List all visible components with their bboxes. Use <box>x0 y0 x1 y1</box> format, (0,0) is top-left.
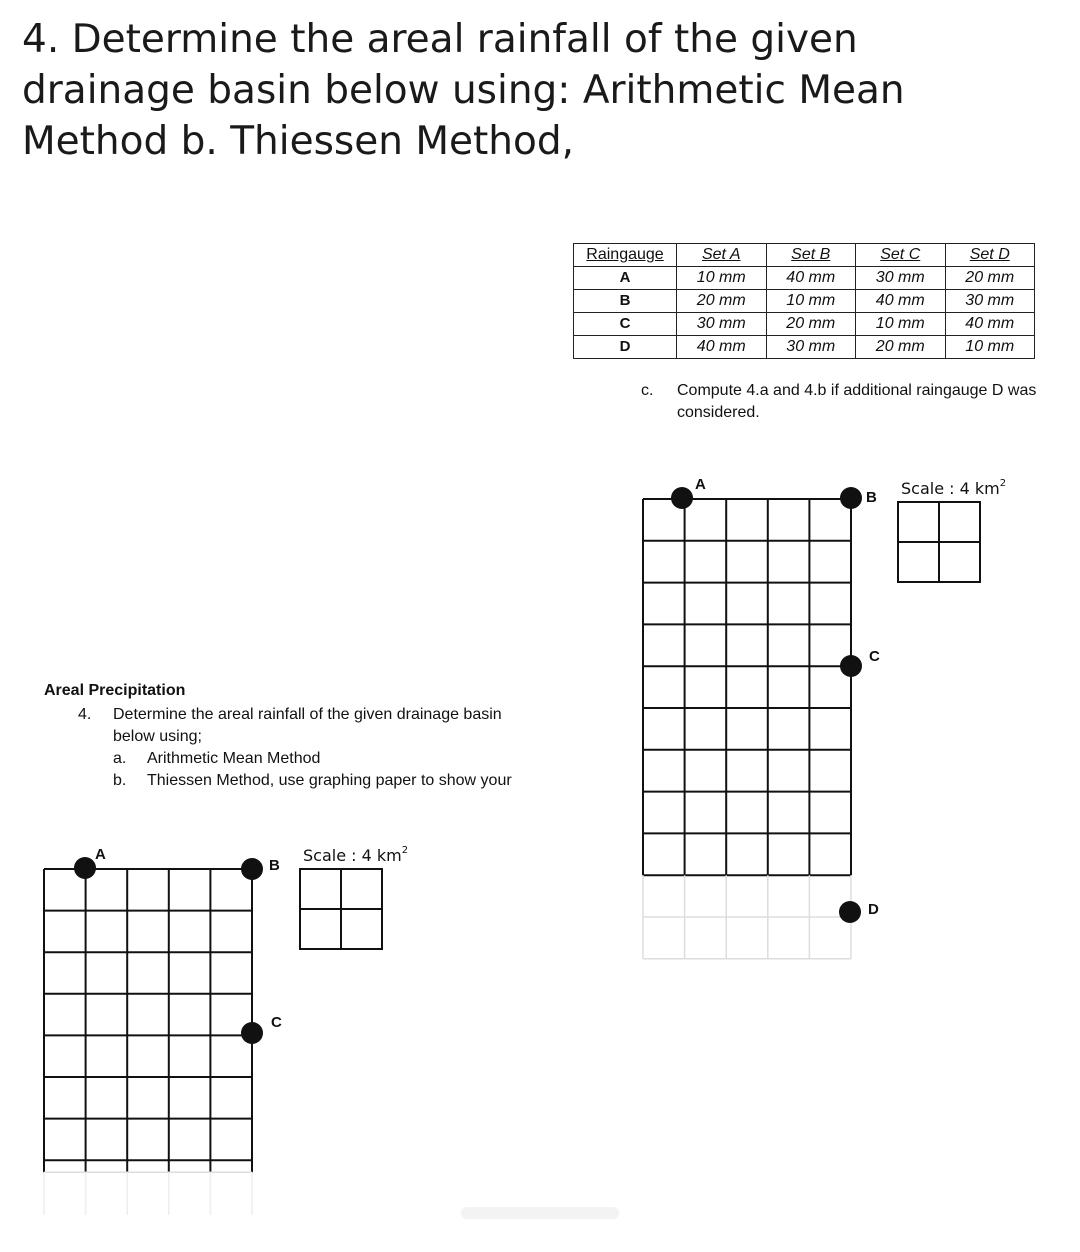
note-c-text: Compute 4.a and 4.b if additional raingauge D was considered. <box>677 382 1037 421</box>
section-heading: Areal Precipitation <box>44 682 186 699</box>
note-c-marker: c. <box>641 382 654 399</box>
gauge-c-point-right <box>840 655 862 677</box>
scale-sup-left: 2 <box>401 845 409 856</box>
value-cell: 10 mm <box>945 336 1035 359</box>
label-b-left: B <box>269 857 280 874</box>
label-c-left: C <box>271 1014 282 1031</box>
right-grid-lines <box>643 499 851 959</box>
item-text-line-2: below using; <box>113 728 202 745</box>
left-grid <box>44 869 252 1215</box>
gauge-b-point-left <box>241 858 263 880</box>
gauge-b-point-right <box>840 487 862 509</box>
gauge-cell: A <box>574 267 677 290</box>
sub-a-text: Arithmetic Mean Method <box>147 750 321 767</box>
gauge-cell: C <box>574 313 677 336</box>
value-cell: 40 mm <box>677 336 767 359</box>
scale-label-right <box>901 478 1006 498</box>
set-b-header: Set B <box>766 244 856 267</box>
sub-b-text: Thiessen Method, use graphing paper to show your <box>147 772 512 789</box>
scale-box-right <box>898 502 980 582</box>
value-cell: 30 mm <box>945 290 1035 313</box>
value-cell: 30 mm <box>766 336 856 359</box>
sub-b-marker: b. <box>113 772 127 789</box>
gauge-a-point-left <box>74 857 96 879</box>
value-cell: 40 mm <box>766 267 856 290</box>
scale-box-left <box>300 869 382 949</box>
value-cell: 30 mm <box>856 267 946 290</box>
raingauge-header: Raingauge <box>574 244 677 267</box>
set-d-header: Set D <box>945 244 1035 267</box>
left-grid-lines <box>44 869 252 1215</box>
gauge-c-point-left <box>241 1022 263 1044</box>
label-b-right: B <box>866 489 877 506</box>
gauge-a-point-right <box>671 487 693 509</box>
value-cell: 40 mm <box>945 313 1035 336</box>
question-text: 4. Determine the areal rainfall of the given drainage basin below using: Arithmetic Mean Method b. Thiessen Method, <box>22 17 905 164</box>
gauge-cell: B <box>574 290 677 313</box>
value-cell: 20 mm <box>945 267 1035 290</box>
value-cell: 10 mm <box>766 290 856 313</box>
scale-sup-right: 2 <box>999 478 1007 489</box>
label-a-right: A <box>695 476 706 493</box>
sub-a-marker: a. <box>113 750 127 767</box>
set-a-header: Set A <box>677 244 767 267</box>
label-d-right: D <box>868 901 879 918</box>
value-cell: 10 mm <box>677 267 767 290</box>
scale-text-left: Scale : 4 km <box>303 846 402 865</box>
scale-text-right: Scale : 4 km <box>901 479 1000 498</box>
page-bottom-bar <box>461 1207 619 1219</box>
label-c-right: C <box>869 648 880 665</box>
value-cell: 20 mm <box>856 336 946 359</box>
label-a-left: A <box>95 846 106 863</box>
value-cell: 30 mm <box>677 313 767 336</box>
value-cell: 20 mm <box>677 290 767 313</box>
item-number: 4. <box>78 706 92 723</box>
value-cell: 40 mm <box>856 290 946 313</box>
right-grid <box>643 499 851 959</box>
item-text-line-1: Determine the areal rainfall of the given drainage basin <box>113 706 502 723</box>
value-cell: 10 mm <box>856 313 946 336</box>
scale-label-left <box>303 845 408 865</box>
set-c-header: Set C <box>856 244 946 267</box>
gauge-cell: D <box>574 336 677 359</box>
value-cell: 20 mm <box>766 313 856 336</box>
gauge-d-point-right <box>839 901 861 923</box>
